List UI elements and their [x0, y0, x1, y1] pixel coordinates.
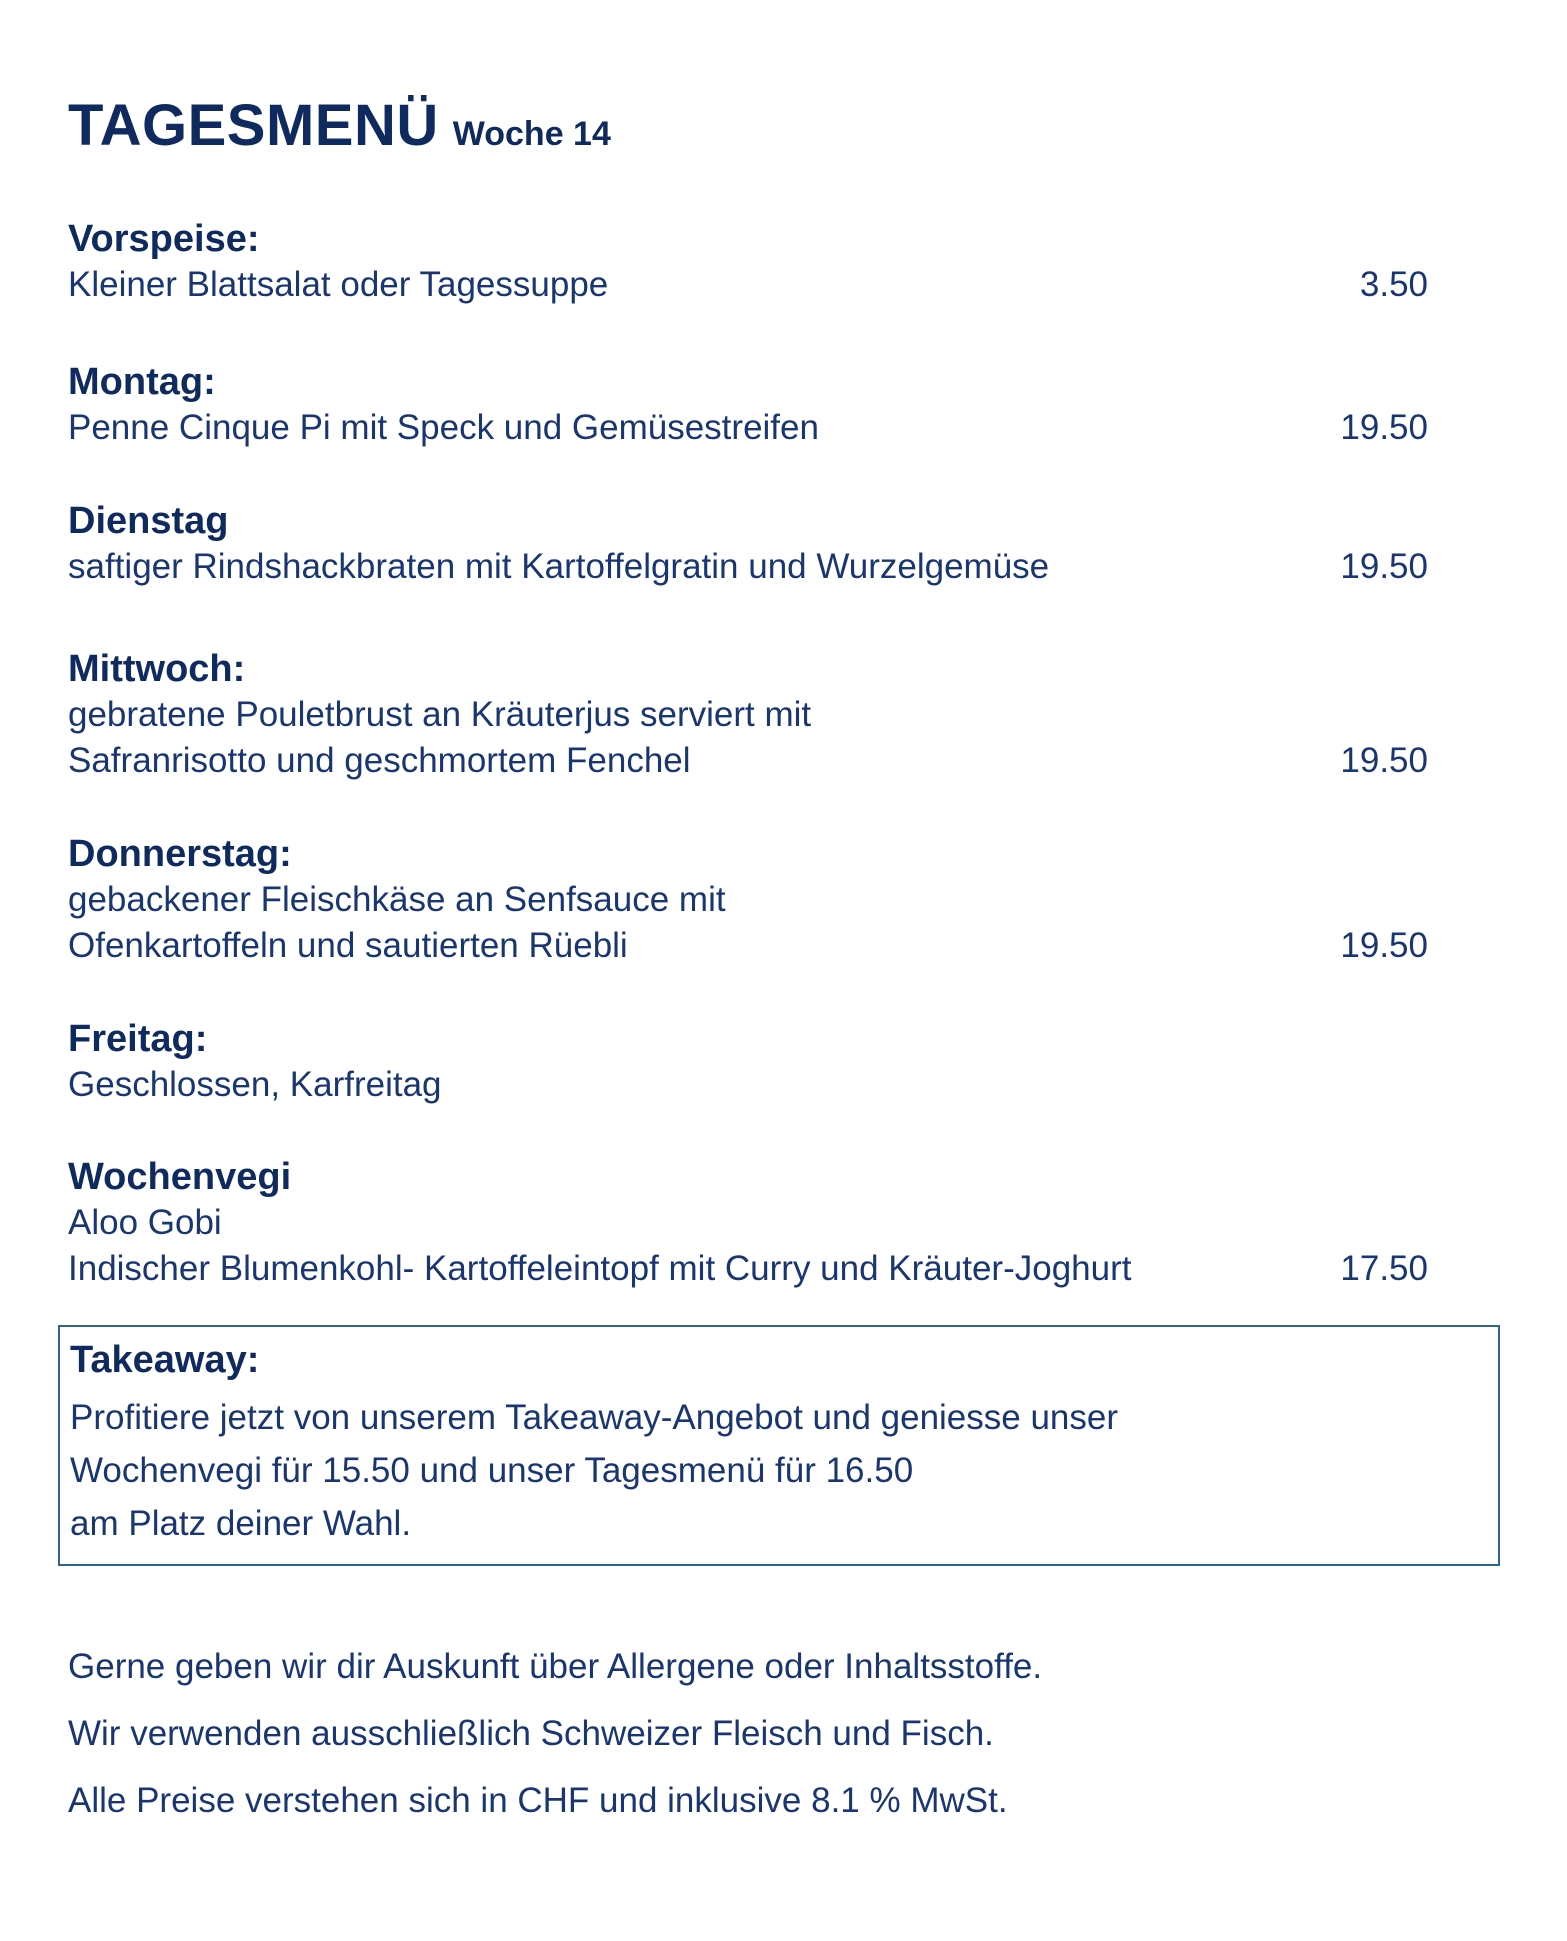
menu-section-wochenvegi — [68, 1154, 1428, 1292]
takeaway-line: Wochenvegi für 15.50 und unser Tagesmenü für 16.50 — [70, 1451, 914, 1490]
price: 3.50 — [1359, 265, 1428, 304]
dish-text: Geschlossen, Karfreitag — [68, 1065, 442, 1104]
dish-line — [68, 262, 1428, 308]
section-heading: Mittwoch: — [68, 648, 246, 690]
menu-section-vorspeise — [68, 216, 1428, 308]
price: 19.50 — [1340, 408, 1428, 447]
section-heading: Donnerstag: — [68, 833, 292, 875]
menu-section-freitag — [68, 1016, 1428, 1108]
menu-section-dienstag — [68, 498, 1428, 590]
footer-note: Alle Preise verstehen sich in CHF und inklusive 8.1 % MwSt. — [68, 1781, 1008, 1820]
dish-text: gebackener Fleischkäse an Senfsauce mit — [68, 880, 726, 919]
takeaway-line: am Platz deiner Wahl. — [70, 1504, 412, 1543]
dish-line — [68, 1200, 1428, 1246]
dish-text: Kleiner Blattsalat oder Tagessuppe — [68, 265, 609, 304]
dish-line — [68, 738, 1428, 784]
menu-title: TAGESMENÜ — [68, 93, 439, 158]
price: 17.50 — [1340, 1249, 1428, 1288]
section-heading: Freitag: — [68, 1018, 208, 1060]
menu-section-donnerstag — [68, 831, 1428, 969]
section-heading: Montag: — [68, 361, 216, 403]
dish-text: Aloo Gobi — [68, 1203, 222, 1242]
dish-line — [68, 877, 1428, 923]
dish-line — [68, 1062, 1428, 1108]
price: 19.50 — [1340, 741, 1428, 780]
price: 19.50 — [1340, 926, 1428, 965]
dish-text: Indischer Blumenkohl- Kartoffeleintopf mit Curry und Kräuter-Joghurt — [68, 1249, 1132, 1288]
dish-line — [68, 692, 1428, 738]
footer-notes — [68, 1633, 1428, 1834]
dish-text: Penne Cinque Pi mit Speck und Gemüsestreifen — [68, 408, 819, 447]
menu-section-montag — [68, 359, 1428, 451]
dish-text: saftiger Rindshackbraten mit Kartoffelgratin und Wurzelgemüse — [68, 547, 1050, 586]
footer-note: Wir verwenden ausschließlich Schweizer Fleisch und Fisch. — [68, 1714, 994, 1753]
section-heading: Wochenvegi — [68, 1156, 292, 1198]
dish-line — [68, 544, 1428, 590]
dish-line — [68, 1246, 1428, 1292]
dish-text: gebratene Pouletbrust an Kräuterjus serviert mit — [68, 695, 812, 734]
footer-note: Gerne geben wir dir Auskunft über Allergene oder Inhaltsstoffe. — [68, 1647, 1043, 1686]
dish-text: Ofenkartoffeln und sautierten Rüebli — [68, 926, 628, 965]
page-title — [68, 92, 611, 159]
dish-line — [68, 405, 1428, 451]
section-heading: Vorspeise: — [68, 218, 260, 260]
takeaway-box — [58, 1325, 1500, 1566]
section-heading: Dienstag — [68, 500, 229, 542]
menu-section-mittwoch — [68, 646, 1428, 784]
takeaway-line: Profitiere jetzt von unserem Takeaway-Angebot und geniesse unser — [70, 1398, 1119, 1437]
takeaway-heading: Takeaway: — [70, 1339, 260, 1381]
dish-line — [68, 923, 1428, 969]
week-label: Woche 14 — [452, 115, 611, 153]
dish-text: Safranrisotto und geschmortem Fenchel — [68, 741, 691, 780]
price: 19.50 — [1340, 547, 1428, 586]
